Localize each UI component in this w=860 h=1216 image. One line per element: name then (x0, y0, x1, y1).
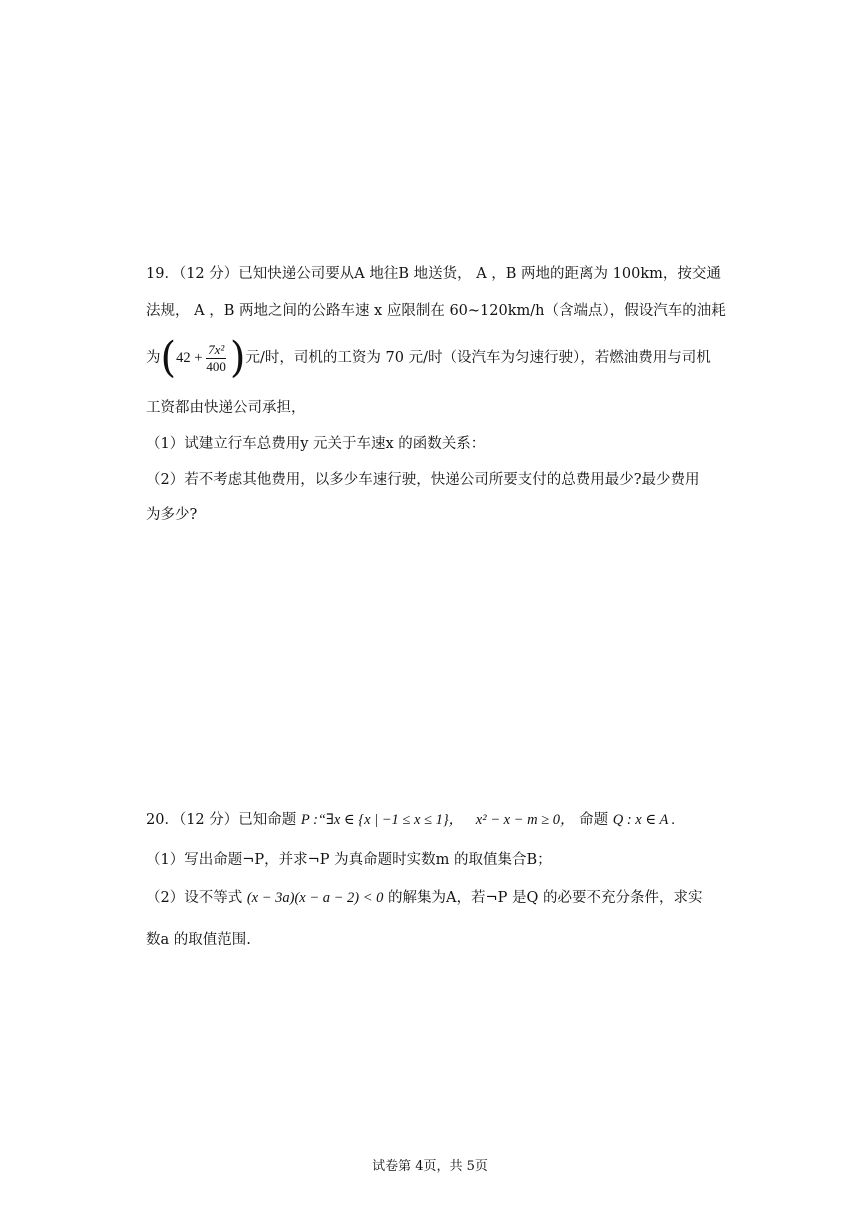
q19-line-1: 19．（12 分）已知快递公司要从A 地往B 地送货， A ，B 两地的距离为 100km，按交通 (146, 266, 721, 282)
q19-line-2: 法规， A ，B 两地之间的公路车速 x 应限制在 60~120km/h（含端点），假设汽车的油耗 (146, 303, 726, 319)
q19-line-3-post: 元/时，司机的工资为 70 元/时（设汽车为匀速行驶），若燃油费用与司机 (245, 350, 711, 366)
quadratic-inequality: (x − 3a)(x − a − 2) < 0 (246, 890, 384, 906)
q19-line-3-pre: 为 (146, 350, 161, 366)
left-paren: ( (160, 333, 177, 383)
formula-fraction (204, 342, 228, 375)
q20-part-2a (146, 888, 703, 908)
q20-line-1-post: 命题 (579, 812, 609, 828)
inequality-expr: x² − x − m ≥ 0， (475, 812, 575, 828)
proposition-p: P :“∃x ∈ {x | −1 ≤ x ≤ 1}， (300, 812, 464, 828)
q20-part-2a-post: 的解集为A，若¬P 是Q 的必要不充分条件，求实 (388, 890, 703, 906)
formula-constant: 42 + (176, 350, 203, 366)
q19-part-2b: 为多少? (146, 507, 198, 523)
page-footer: 试卷第 4页，共 5页 (372, 1159, 488, 1174)
q19-part-1: （1）试建立行车总费用y 元关于车速x 的函数关系： (146, 436, 486, 452)
proposition-q: Q : x ∈ A . (612, 812, 676, 828)
q20-part-2b: 数a 的取值范围. (146, 932, 251, 948)
q19-line-3 (146, 333, 711, 383)
q19-line-4: 工资都由快递公司承担， (146, 400, 306, 416)
fraction-numerator: 7x² (208, 341, 225, 357)
right-paren: ) (229, 333, 246, 383)
q20-part-2a-pre: （2）设不等式 (146, 890, 243, 906)
q20-line-1-pre: 20．（12 分）已知命题 (146, 812, 297, 828)
q20-line-1 (146, 810, 675, 830)
q19-part-2a: （2）若不考虑其他费用，以多少车速行驶，快递公司所要支付的总费用最少?最少费用 (146, 472, 700, 488)
q20-part-1: （1）写出命题¬P，并求¬P 为真命题时实数m 的取值集合B； (146, 852, 552, 868)
fraction-denominator: 400 (206, 358, 226, 374)
